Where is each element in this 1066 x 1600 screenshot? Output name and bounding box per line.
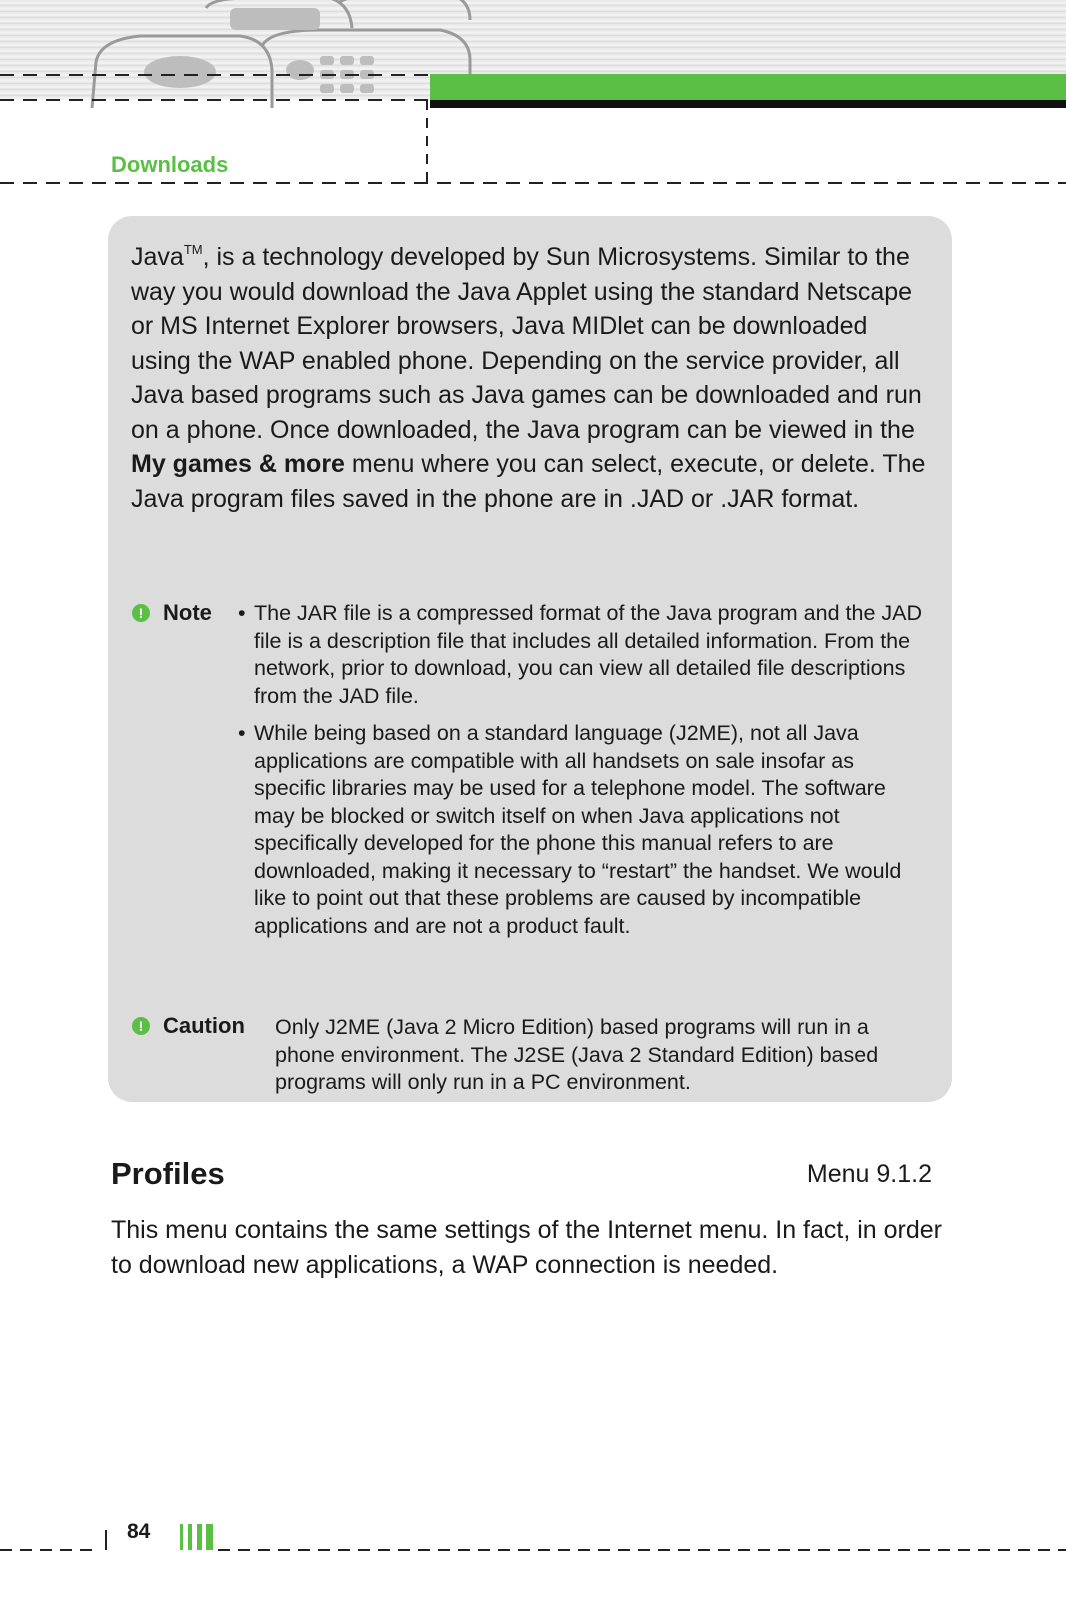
footer-decoration xyxy=(0,1510,1066,1560)
bullet-dot: • xyxy=(238,721,246,745)
java-word: Java xyxy=(131,243,184,271)
intro-text-part1: , is a technology developed by Sun Microsystems. Similar to the way you would download the Java Applet using the standard Netscape or MS Internet Explorer browsers, Java MIDlet can be downloaded using the WAP enabled phone. Depending on the service provider, all Java based programs such as Java games can be downloaded and run on a phone. Once downloaded, the Java program can be viewed in the xyxy=(131,243,922,444)
trademark: TM xyxy=(183,242,203,257)
note-bullet-2-text: While being based on a standard language (J2ME), not all Java applications are compatible with all handsets on sale insofar as specific libraries may be used for a telephone model. The software may be blocked or switch itself on when Java applications not specifically developed for the phone this manual refers to are downloaded, making it necessary to “restart” the handset. We would like to point out that these problems are caused by incompatible applications and are not a product fault. xyxy=(254,721,902,938)
note-bullet-2 xyxy=(238,720,924,940)
note-bullet-1 xyxy=(238,600,924,710)
caution-label: Caution xyxy=(163,1013,245,1038)
menu-number: Menu 9.1.2 xyxy=(806,1160,932,1188)
bullet-dot: • xyxy=(238,601,246,625)
caution-text: Only J2ME (Java 2 Micro Edition) based programs will run in a phone environment. The J2SE (Java 2 Standard Edition) based programs will only run in a PC environment. xyxy=(275,1015,879,1094)
section-label: Downloads xyxy=(111,152,229,177)
my-games-menu-name: My games & more xyxy=(131,450,345,478)
intro-paragraph xyxy=(131,233,931,516)
intro-text-part2: menu where you can select, execute, or delete. The Java program files saved in the phone are in .JAD or .JAR format. xyxy=(131,450,926,513)
page-number: 84 xyxy=(127,1520,151,1543)
note-bullet-1-text: The JAR file is a compressed format of the Java program and the JAD file is a description file that includes all detailed information. From the network, prior to download, you can view all detailed file descriptions from the JAD file. xyxy=(254,601,922,708)
note-label: Note xyxy=(163,600,212,625)
profiles-body: This menu contains the same settings of the Internet menu. In fact, in order to download new applications, a WAP connection is needed. xyxy=(111,1216,942,1279)
profiles-heading: Profiles xyxy=(111,1156,225,1191)
note-icon: ! xyxy=(132,604,150,622)
caution-icon: ! xyxy=(132,1017,150,1035)
